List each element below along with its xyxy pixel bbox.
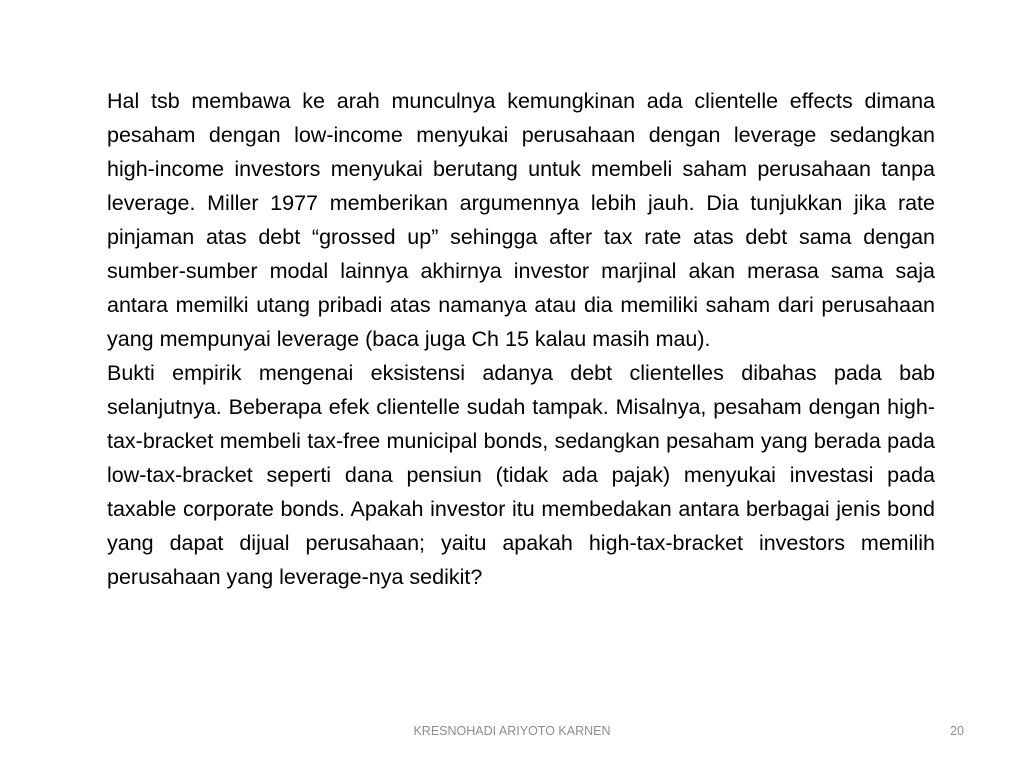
footer-author: KRESNOHADI ARIYOTO KARNEN: [413, 724, 611, 738]
slide-body: [107, 84, 935, 594]
page-number: 20: [950, 724, 964, 738]
body-paragraph-1: Hal tsb membawa ke arah munculnya kemungkinan ada clientelle effects dimana pesaham dengan low-income menyukai perusahaan dengan leverage sedangkan high-income investors menyukai berutang untuk membeli saham perusahaan tanpa leverage. Miller 1977 memberikan argumennya lebih jauh. Dia tunjukkan jika rate pinjaman atas debt “grossed up” sehingga after tax rate atas debt sama dengan sumber-sumber modal lainnya akhirnya investor marjinal akan merasa sama saja antara memilki utang pribadi atas namanya atau dia memiliki saham dari perusahaan yang mempunyai leverage (baca juga Ch 15 kalau masih mau).: [107, 89, 935, 351]
body-paragraph-2: Bukti empirik mengenai eksistensi adanya debt clientelles dibahas pada bab selanjutnya. Beberapa efek clientelle sudah tampak. Misalnya, pesaham dengan high-tax-bracket membeli tax-free municipal bonds, sedangkan pesaham yang berada pada low-tax-bracket seperti dana pensiun (tidak ada pajak) menyukai investasi pada taxable corporate bonds. Apakah investor itu membedakan antara berbagai jenis bond yang dapat dijual perusahaan; yaitu apakah high-tax-bracket investors memilih perusahaan yang leverage-nya sedikit?: [107, 361, 935, 589]
